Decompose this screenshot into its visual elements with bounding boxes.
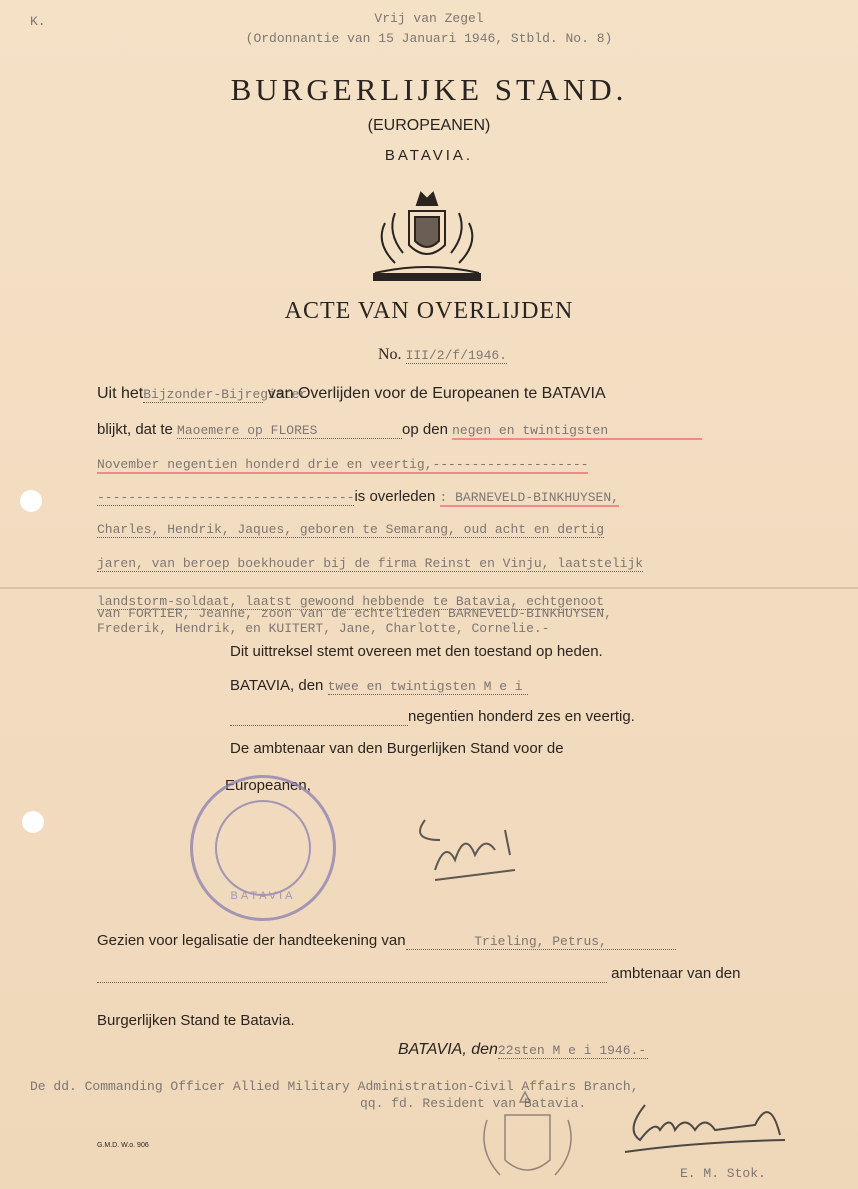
register-type: Bijzonder-Bijregister xyxy=(143,387,308,402)
number-value: III/2/f/1946. xyxy=(405,348,507,363)
l1-text: van Overlijden voor de Europeanen te BATAVIA xyxy=(267,385,606,402)
legalisation-line1: Gezien voor legalisatie der handteekening van Trieling, Petrus, xyxy=(97,932,676,950)
signatory-name: E. M. Stok. xyxy=(680,1166,766,1181)
coat-of-arms-icon xyxy=(365,183,490,286)
punch-hole xyxy=(22,811,44,833)
signature-icon xyxy=(615,1090,795,1160)
official-line1: De ambtenaar van den Burgerlijken Stand voor de xyxy=(230,740,564,757)
number-label: No. xyxy=(378,346,402,363)
signer-name: Trieling, Petrus, xyxy=(406,934,676,950)
legalisation-line3: Burgerlijken Stand te Batavia. xyxy=(97,1012,295,1029)
document-heading: ACTE VAN OVERLIJDEN xyxy=(284,298,574,324)
office-title: BURGERLIJKE STAND. xyxy=(230,72,628,107)
official-line2: Europeanen, xyxy=(225,777,311,794)
office-city: BATAVIA. xyxy=(384,147,474,164)
deceased-details: Charles, Hendrik, Jaques, geboren te Semarang, oud acht en dertig xyxy=(97,522,605,537)
line-5 xyxy=(97,520,604,538)
date-of-death-day: negen en twintigsten xyxy=(452,423,702,440)
mark: K. xyxy=(30,14,46,29)
officer-line2: qq. fd. Resident van Batavia. xyxy=(360,1096,587,1111)
line-9: Frederik, Hendrik, en KUITERT, Jane, Charlotte, Cornelie.- xyxy=(97,621,550,636)
line-2: blijkt, dat te Maoemere op FLORES op den negen en twintigsten xyxy=(97,421,702,440)
punch-hole xyxy=(20,490,42,512)
line-3 xyxy=(97,455,588,474)
place-of-death: Maoemere op FLORES xyxy=(177,423,402,439)
fold-line xyxy=(0,587,858,589)
date-of-death-year: November negentien honderd drie en veertig,-------------------- xyxy=(97,457,589,472)
signature-icon xyxy=(405,800,545,885)
line-4: ---------------------------------is overleden : BARNEVELD-BINKHUYSEN, xyxy=(97,488,619,505)
deceased-surname: : BARNEVELD-BINKHUYSEN, xyxy=(439,490,619,505)
extract-statement: Dit uittreksel stemt overeen met den toestand op heden. xyxy=(230,643,603,660)
legalisation-day: 22sten M e i 1946.- xyxy=(497,1043,647,1058)
office-subtitle: (EUROPEANEN) xyxy=(367,117,491,134)
legalisation-date: BATAVIA, den22sten M e i 1946.- xyxy=(398,1041,647,1058)
l1-label: Uit het xyxy=(97,385,144,402)
document-number xyxy=(378,346,507,364)
seal-icon xyxy=(475,1090,580,1189)
extract-date: BATAVIA, den twee en twintigsten M e i xyxy=(230,677,528,695)
line-8: van FORTIER, Jeanne, zoon van de echtelieden BARNEVELD-BINKHUYSEN, xyxy=(97,606,612,621)
form-code: G.M.D. W.o. 906 xyxy=(97,1142,149,1149)
stamp-duty-line2: (Ordonnantie van 15 Januari 1946, Stbld. No. 8) xyxy=(245,31,613,46)
stamp-duty-line1: Vrij van Zegel xyxy=(374,11,484,26)
extract-day: twee en twintigsten M e i xyxy=(328,679,528,695)
official-stamp: BATAVIA xyxy=(190,775,336,921)
residence: landstorm-soldaat, laatst gewoond hebbende te Batavia, echtgenoot xyxy=(97,594,605,609)
legalisation-line2: ambtenaar van den xyxy=(97,965,740,983)
officer-line1: De dd. Commanding Officer Allied Military Administration-Civil Affairs Branch, xyxy=(30,1079,639,1094)
extract-year: negentien honderd zes en veertig. xyxy=(230,708,635,726)
line-1 xyxy=(97,385,606,403)
line-6 xyxy=(97,554,643,572)
occupation: jaren, van beroep boekhouder bij de firma Reinst en Vinju, laatstelijk xyxy=(97,556,644,571)
